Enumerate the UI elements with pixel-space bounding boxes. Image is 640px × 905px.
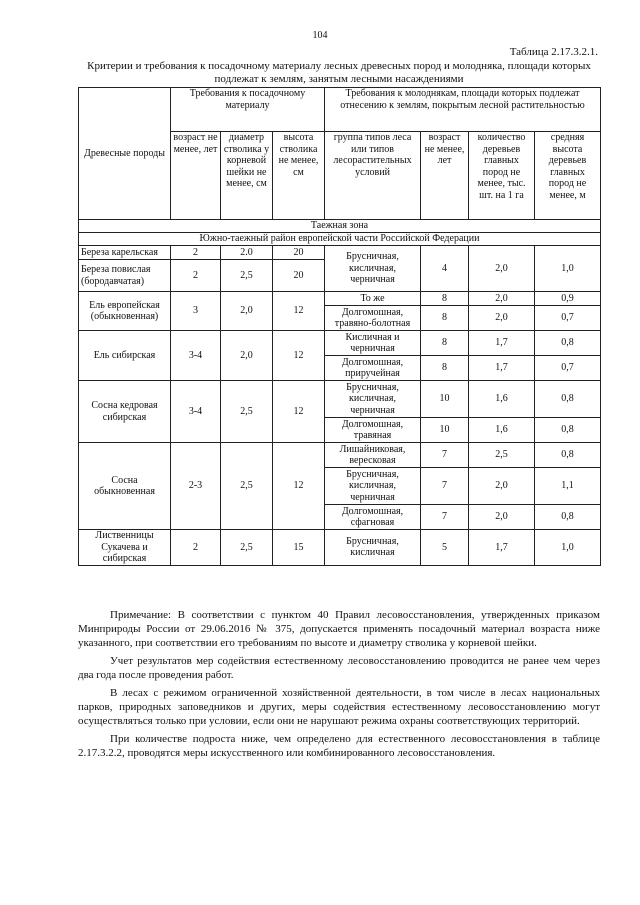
young-age-cell: 4	[421, 246, 469, 292]
diameter-cell: 2,5	[221, 443, 273, 530]
forest-type-cell: Долгомошная, травяная	[325, 418, 421, 443]
table-id: Таблица 2.17.3.2.1.	[509, 46, 598, 58]
forest-type-cell: Кисличная и черничная	[325, 331, 421, 356]
young-age-cell: 7	[421, 505, 469, 530]
tree-count-cell: 2,0	[469, 505, 535, 530]
tree-count-cell: 1,7	[469, 356, 535, 381]
young-age-cell: 8	[421, 306, 469, 331]
young-age-cell: 5	[421, 530, 469, 566]
zone-row: Таежная зона	[79, 220, 601, 233]
mean-height-cell: 0,8	[535, 418, 601, 443]
age-cell: 3-4	[171, 331, 221, 381]
table-row	[79, 381, 601, 418]
age-cell: 2	[171, 260, 221, 292]
table-row	[79, 530, 601, 566]
tree-count-cell: 2,5	[469, 443, 535, 468]
forest-type-cell: Долгомошная, приручейная	[325, 356, 421, 381]
young-age-cell: 8	[421, 331, 469, 356]
body-paragraph: Учет результатов мер содействия естественному лесовосстановлению проводится не ранее чем через два года после проведения работ.	[78, 655, 600, 681]
mean-height-cell: 0,9	[535, 292, 601, 306]
table-row	[79, 443, 601, 468]
height-cell: 15	[273, 530, 325, 566]
young-age-cell: 7	[421, 468, 469, 505]
mean-height-cell: 1,1	[535, 468, 601, 505]
tree-count-cell: 2,0	[469, 292, 535, 306]
height-cell: 12	[273, 381, 325, 443]
height-cell: 20	[273, 246, 325, 260]
young-age-cell: 8	[421, 292, 469, 306]
mean-height-cell: 1,0	[535, 530, 601, 566]
diameter-cell: 2,5	[221, 530, 273, 566]
mean-height-cell: 0,8	[535, 505, 601, 530]
species-cell: Сосна обыкновенная	[79, 443, 171, 530]
tree-count-cell: 2,0	[469, 468, 535, 505]
mean-height-cell: 0,8	[535, 443, 601, 468]
tree-count-cell: 1,6	[469, 418, 535, 443]
age-cell: 3	[171, 292, 221, 331]
note-paragraph: Примечание: В соответствии с пунктом 40 Правил лесовосстановления, утвержденных приказом Минприроды России от 29.06.2016 № 375, допускается применять посадочный материал возраста ниже указанного, при соответствии его требованиям по высоте и диаметру стволика у корневой шейки.	[78, 609, 600, 649]
region-row: Южно-таежный район европейской части Российской Федерации	[79, 233, 601, 246]
height-cell: 12	[273, 292, 325, 331]
mean-height-cell: 0,8	[535, 381, 601, 418]
forest-type-cell: Брусничная, кисличная, черничная	[325, 246, 421, 292]
header-forest-type: группа типов леса или типов лесорастительных условий	[325, 132, 421, 220]
forest-type-cell: Лишайниковая, вересковая	[325, 443, 421, 468]
header-diameter: диаметр стволика у корневой шейки не менее, см	[221, 132, 273, 220]
forest-type-cell: Брусничная, кисличная, черничная	[325, 381, 421, 418]
height-cell: 12	[273, 331, 325, 381]
requirements-table	[78, 87, 601, 566]
age-cell: 2	[171, 530, 221, 566]
header-tree-count: количество деревьев главных пород не менее, тыс. шт. на 1 га	[469, 132, 535, 220]
young-age-cell: 8	[421, 356, 469, 381]
table-row	[79, 331, 601, 356]
header-young-stands: Требования к молоднякам, площади которых подлежат отнесению к землям, покрытым лесной растительностью	[325, 88, 601, 132]
table-row	[79, 246, 601, 260]
header-planting-material: Требования к посадочному материалу	[171, 88, 325, 132]
species-cell: Ель европейская (обыкновенная)	[79, 292, 171, 331]
species-cell: Лиственницы Сукачева и сибирская	[79, 530, 171, 566]
mean-height-cell: 0,8	[535, 331, 601, 356]
forest-type-cell: То же	[325, 292, 421, 306]
forest-type-cell: Брусничная, кисличная, черничная	[325, 468, 421, 505]
body-paragraph: В лесах с режимом ограниченной хозяйственной деятельности, в том числе в лесах национальных парков, природных заповедников и других, меры содействия естественному лесовосстановлению могут осуществляться только при условии, если они не нарушают режима охраны соответствующих территорий.	[78, 687, 600, 727]
header-young-age: возраст не менее, лет	[421, 132, 469, 220]
table-row	[79, 292, 601, 306]
diameter-cell: 2.0	[221, 246, 273, 260]
mean-height-cell: 1,0	[535, 246, 601, 292]
young-age-cell: 7	[421, 443, 469, 468]
forest-type-cell: Брусничная, кисличная	[325, 530, 421, 566]
species-cell: Береза повислая (бородавчатая)	[79, 260, 171, 292]
header-species: Древесные породы	[79, 88, 171, 220]
tree-count-cell: 1,6	[469, 381, 535, 418]
tree-count-cell: 1,7	[469, 530, 535, 566]
age-cell: 3-4	[171, 381, 221, 443]
diameter-cell: 2,5	[221, 260, 273, 292]
header-age: возраст не менее, лет	[171, 132, 221, 220]
young-age-cell: 10	[421, 418, 469, 443]
diameter-cell: 2,0	[221, 331, 273, 381]
age-cell: 2-3	[171, 443, 221, 530]
age-cell: 2	[171, 246, 221, 260]
notes-section	[78, 608, 600, 764]
tree-count-cell: 2,0	[469, 306, 535, 331]
page-number: 104	[312, 30, 328, 41]
height-cell: 12	[273, 443, 325, 530]
body-paragraph: При количестве подроста ниже, чем определено для естественного лесовосстановления в таблице 2.17.3.2.2, проводятся меры искусственного или комбинированного лесовосстановления.	[78, 733, 600, 759]
mean-height-cell: 0,7	[535, 306, 601, 331]
species-cell: Береза карельская	[79, 246, 171, 260]
header-mean-height: средняя высота деревьев главных пород не менее, м	[535, 132, 601, 220]
species-cell: Сосна кедровая сибирская	[79, 381, 171, 443]
tree-count-cell: 1,7	[469, 331, 535, 356]
diameter-cell: 2,0	[221, 292, 273, 331]
mean-height-cell: 0,7	[535, 356, 601, 381]
forest-type-cell: Долгомошная, травяно-болотная	[325, 306, 421, 331]
diameter-cell: 2,5	[221, 381, 273, 443]
species-cell: Ель сибирская	[79, 331, 171, 381]
young-age-cell: 10	[421, 381, 469, 418]
header-height: высота стволика не менее, см	[273, 132, 325, 220]
tree-count-cell: 2,0	[469, 246, 535, 292]
forest-type-cell: Долгомошная, сфагновая	[325, 505, 421, 530]
table-caption: Критерии и требования к посадочному материалу лесных древесных пород и молодняка, площади которых подлежат к землям, занятым лесными насаждениями	[87, 60, 591, 85]
height-cell: 20	[273, 260, 325, 292]
